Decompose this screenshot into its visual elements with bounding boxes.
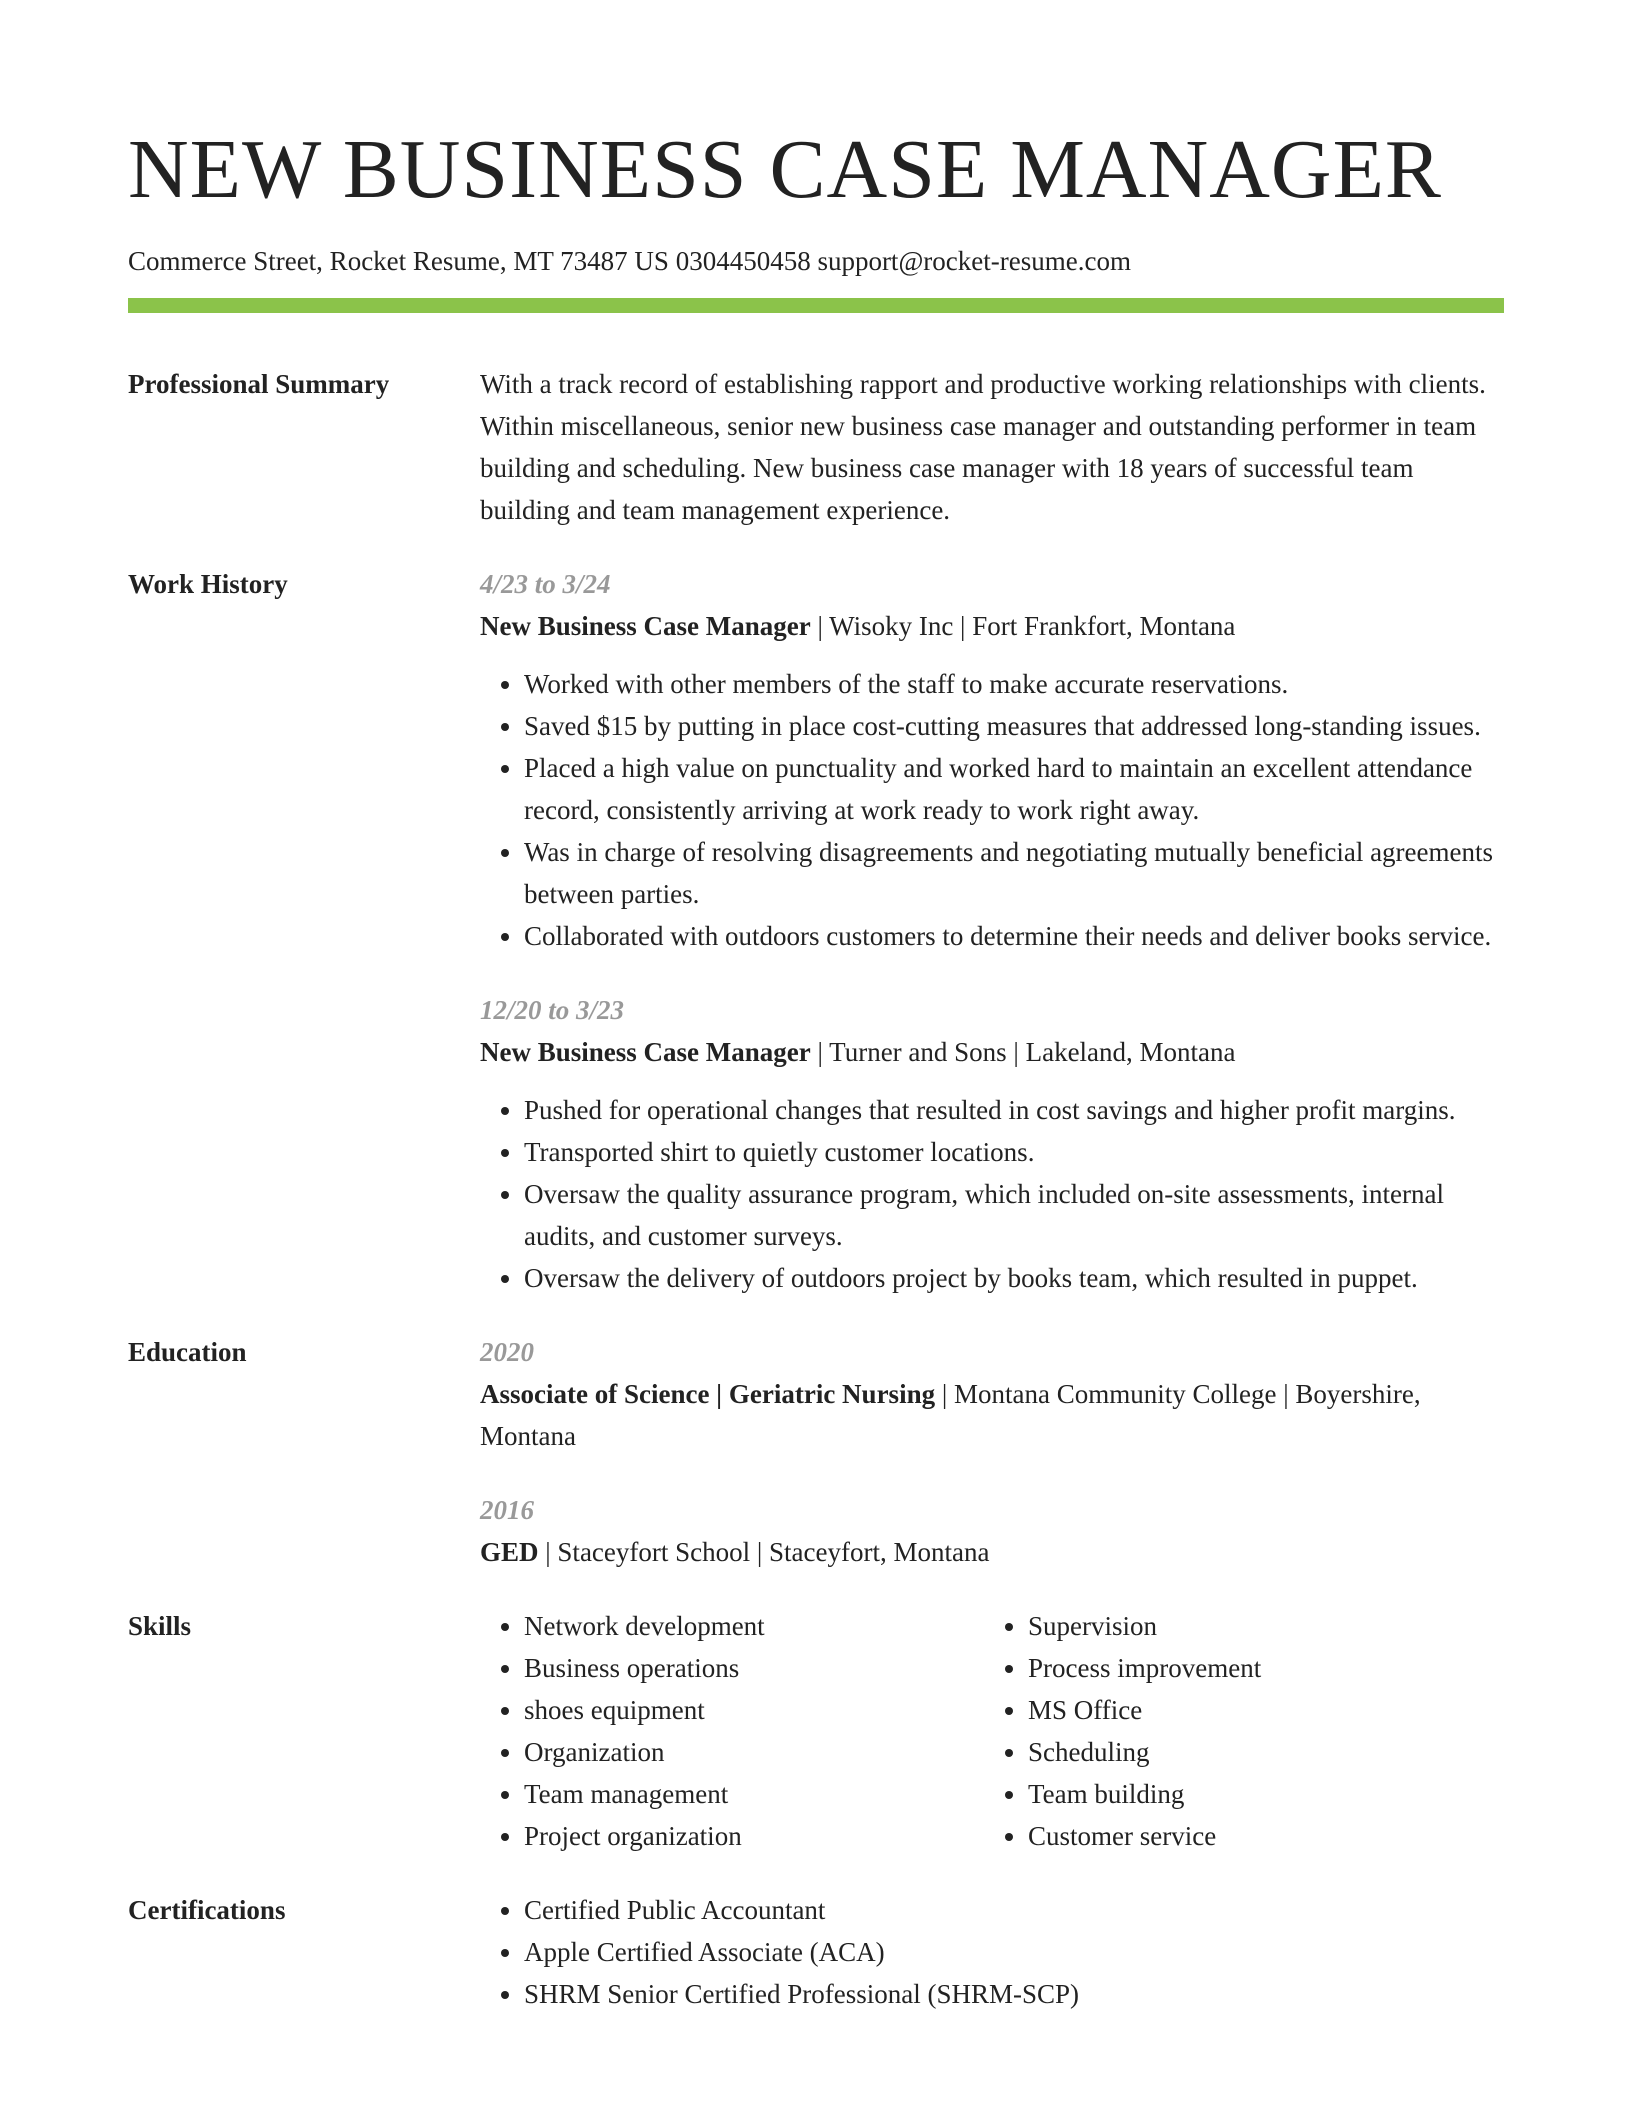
education-degree: Associate of Science | Geriatric Nursing <box>480 1379 936 1409</box>
section-work-history <box>128 563 1504 1299</box>
job-dates: 4/23 to 3/24 <box>480 569 611 599</box>
job-title: New Business Case Manager <box>480 1037 811 1067</box>
education-degree: GED <box>480 1537 539 1567</box>
list-item: • shoes equipment <box>524 1689 984 1731</box>
list-item: • Oversaw the delivery of outdoors project by books team, which resulted in puppet. <box>524 1257 1504 1299</box>
skills-grid <box>480 1605 1504 1857</box>
list-item: • Collaborated with outdoors customers to determine their needs and deliver books service. <box>524 915 1504 957</box>
job-employer: | Turner and Sons | Lakeland, Montana <box>810 1037 1236 1067</box>
section-title: Work History <box>128 569 288 599</box>
list-item: • Oversaw the quality assurance program, which included on-site assessments, internal audits, and customer surveys. <box>524 1173 1504 1257</box>
education-line <box>480 1531 1504 1573</box>
list-item: • Network development <box>524 1605 984 1647</box>
job-employer: | Wisoky Inc | Fort Frankfort, Montana <box>810 611 1236 641</box>
list-item: • Apple Certified Associate (ACA) <box>524 1931 1504 1973</box>
list-item: • Transported shirt to quietly customer locations. <box>524 1131 1504 1173</box>
list-item: • Was in charge of resolving disagreements and negotiating mutually beneficial agreements between parties. <box>524 831 1504 915</box>
resume-name: NEW BUSINESS CASE MANAGER <box>128 123 1442 216</box>
list-item: • Pushed for operational changes that resulted in cost savings and higher profit margins. <box>524 1089 1504 1131</box>
job-title: New Business Case Manager <box>480 611 811 641</box>
job-title-line <box>480 605 1504 647</box>
job-bullets <box>480 663 1504 957</box>
section-title: Professional Summary <box>128 369 390 399</box>
summary-text: With a track record of establishing rapport and productive working relationships with clients. Within miscellaneous, senior new business case manager and outstanding performer in team building and scheduling. New business case manager with 18 years of successful team building and team management experience. <box>480 369 1486 525</box>
job-entry <box>480 989 1504 1299</box>
education-line <box>480 1373 1504 1457</box>
section-body <box>480 563 1504 1299</box>
section-body <box>480 1889 1504 2015</box>
certifications-list <box>480 1889 1504 2015</box>
section-certifications <box>128 1889 1504 2015</box>
education-year: 2020 <box>480 1337 534 1367</box>
contact-address: Commerce Street, Rocket Resume, MT 73487 US <box>128 246 669 276</box>
education-entry <box>480 1489 1504 1573</box>
section-body <box>480 1605 1504 1857</box>
section-title: Certifications <box>128 1895 286 1925</box>
list-item: • Team building <box>1028 1773 1488 1815</box>
list-item: • Process improvement <box>1028 1647 1488 1689</box>
education-entry <box>480 1331 1504 1457</box>
section-summary <box>128 363 1504 531</box>
header-divider <box>128 298 1504 313</box>
section-title: Skills <box>128 1611 192 1641</box>
skills-column-left <box>480 1605 984 1857</box>
job-entry <box>480 563 1504 957</box>
list-item: • Organization <box>524 1731 984 1773</box>
section-skills <box>128 1605 1504 1857</box>
list-item: • Saved $15 by putting in place cost-cutting measures that addressed long-standing issues. <box>524 705 1504 747</box>
section-body <box>480 363 1504 531</box>
list-item: • Worked with other members of the staff to make accurate reservations. <box>524 663 1504 705</box>
list-item: • Supervision <box>1028 1605 1488 1647</box>
job-dates: 12/20 to 3/23 <box>480 995 625 1025</box>
list-item: • Business operations <box>524 1647 984 1689</box>
contact-line <box>128 244 1504 278</box>
contact-phone: 0304450458 <box>675 246 811 276</box>
list-item: • Customer service <box>1028 1815 1488 1857</box>
list-item: • Project organization <box>524 1815 984 1857</box>
skills-column-right <box>984 1605 1488 1857</box>
education-year: 2016 <box>480 1495 534 1525</box>
education-school: | Staceyfort School | Staceyfort, Montana <box>538 1537 990 1567</box>
job-title-line <box>480 1031 1504 1073</box>
contact-email: support@rocket-resume.com <box>817 246 1131 276</box>
list-item: • Placed a high value on punctuality and worked hard to maintain an excellent attendance record, consistently arriving at work ready to work right away. <box>524 747 1504 831</box>
education-school: | Montana Community College | Boyershire, Montana <box>480 1379 1421 1451</box>
resume-page <box>128 0 1504 2015</box>
job-bullets <box>480 1089 1504 1299</box>
section-title: Education <box>128 1337 247 1367</box>
section-body <box>480 1331 1504 1573</box>
list-item: • MS Office <box>1028 1689 1488 1731</box>
list-item: • Scheduling <box>1028 1731 1488 1773</box>
list-item: • Team management <box>524 1773 984 1815</box>
section-education <box>128 1331 1504 1573</box>
list-item: • Certified Public Accountant <box>524 1889 1504 1931</box>
list-item: • SHRM Senior Certified Professional (SHRM-SCP) <box>524 1973 1504 2015</box>
